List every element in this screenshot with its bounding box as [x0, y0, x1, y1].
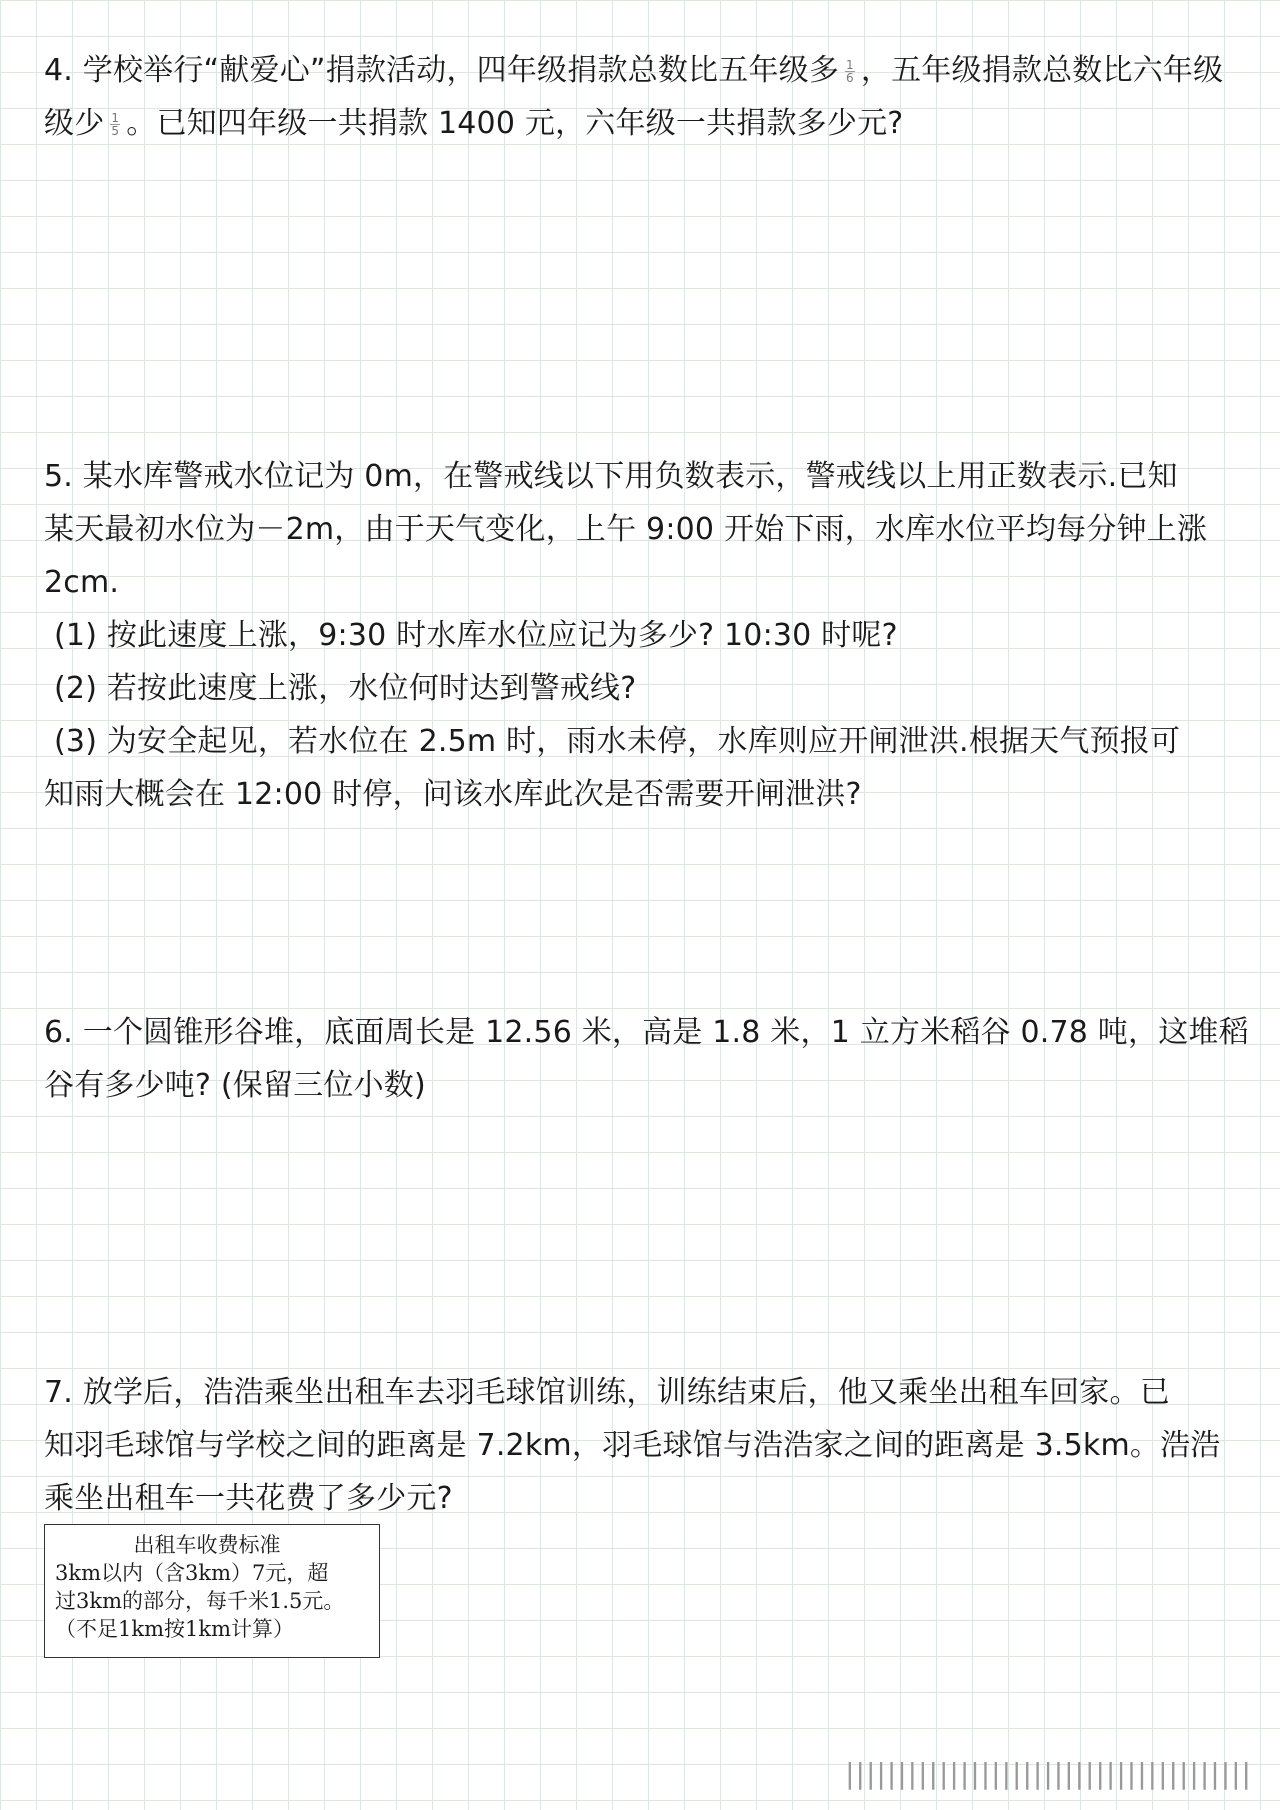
- question-4: [44, 44, 1244, 150]
- question-5-sub-3: (3) 为安全起见，若水位在 2.5m 时，雨水未停，水库则应开闸泄洪.根据天气预报可: [54, 724, 1181, 759]
- question-4-text-c: 级少: [44, 106, 105, 141]
- question-4-text-d: 。已知四年级一共捐款 1400 元，六年级一共捐款多少元?: [126, 106, 904, 141]
- taxi-fee-line-1: 3km以内（含3km）7元，超: [55, 1561, 329, 1585]
- question-5: [44, 450, 1244, 821]
- taxi-fee-title: 出租车收费标准: [133, 1533, 281, 1557]
- question-7-line-3: 乘坐出租车一共花费了多少元?: [44, 1481, 453, 1516]
- fraction-one-sixth: $\frac{1}{6}$: [846, 58, 854, 85]
- question-7-line-1: 7. 放学后，浩浩乘坐出租车去羽毛球馆训练，训练结束后，他又乘坐出租车回家。已: [44, 1375, 1170, 1410]
- taxi-fee-box: [44, 1524, 380, 1658]
- taxi-fee-line-3: （不足1km按1km计算）: [55, 1617, 294, 1641]
- question-5-line-3: 2cm.: [44, 565, 120, 600]
- question-4-line-1: [44, 44, 1244, 97]
- question-5-line-1: 5. 某水库警戒水位记为 0m，在警戒线以下用负数表示，警戒线以上用正数表示.已知: [44, 459, 1178, 494]
- question-5-sub-2: (2) 若按此速度上涨，水位何时达到警戒线?: [54, 671, 637, 706]
- question-6-line-1: 6. 一个圆锥形谷堆，底面周长是 12.56 米，高是 1.8 米，1 立方米稻谷 0.78 吨，这堆稻: [44, 1015, 1249, 1050]
- question-4-line-2: [44, 97, 1244, 150]
- question-7: [44, 1366, 1244, 1525]
- watermark: |||||||||||||||||||||||||||||||||||||||: [845, 1757, 1252, 1790]
- question-4-text-b: ，五年级捐款总数比六年级: [860, 53, 1224, 88]
- question-7-line-2: 知羽毛球馆与学校之间的距离是 7.2km，羽毛球馆与浩浩家之间的距离是 3.5km。浩浩: [44, 1428, 1221, 1463]
- question-6: [44, 1006, 1249, 1112]
- taxi-fee-line-2: 过3km的部分，每千米1.5元。: [55, 1589, 345, 1613]
- question-5-line-last: 知雨大概会在 12:00 时停，问该水库此次是否需要开闸泄洪?: [44, 777, 862, 812]
- question-6-line-2: 谷有多少吨? (保留三位小数): [44, 1068, 426, 1103]
- question-4-text-a: 4. 学校举行“献爱心”捐款活动，四年级捐款总数比五年级多: [44, 53, 840, 88]
- fraction-one-fifth: $\frac{1}{5}$: [111, 111, 120, 138]
- question-5-sub-1: (1) 按此速度上涨，9:30 时水库水位应记为多少? 10:30 时呢?: [54, 618, 898, 653]
- question-5-line-2: 某天最初水位为－2m，由于天气变化，上午 9:00 开始下雨，水库水位平均每分钟上涨: [44, 512, 1208, 547]
